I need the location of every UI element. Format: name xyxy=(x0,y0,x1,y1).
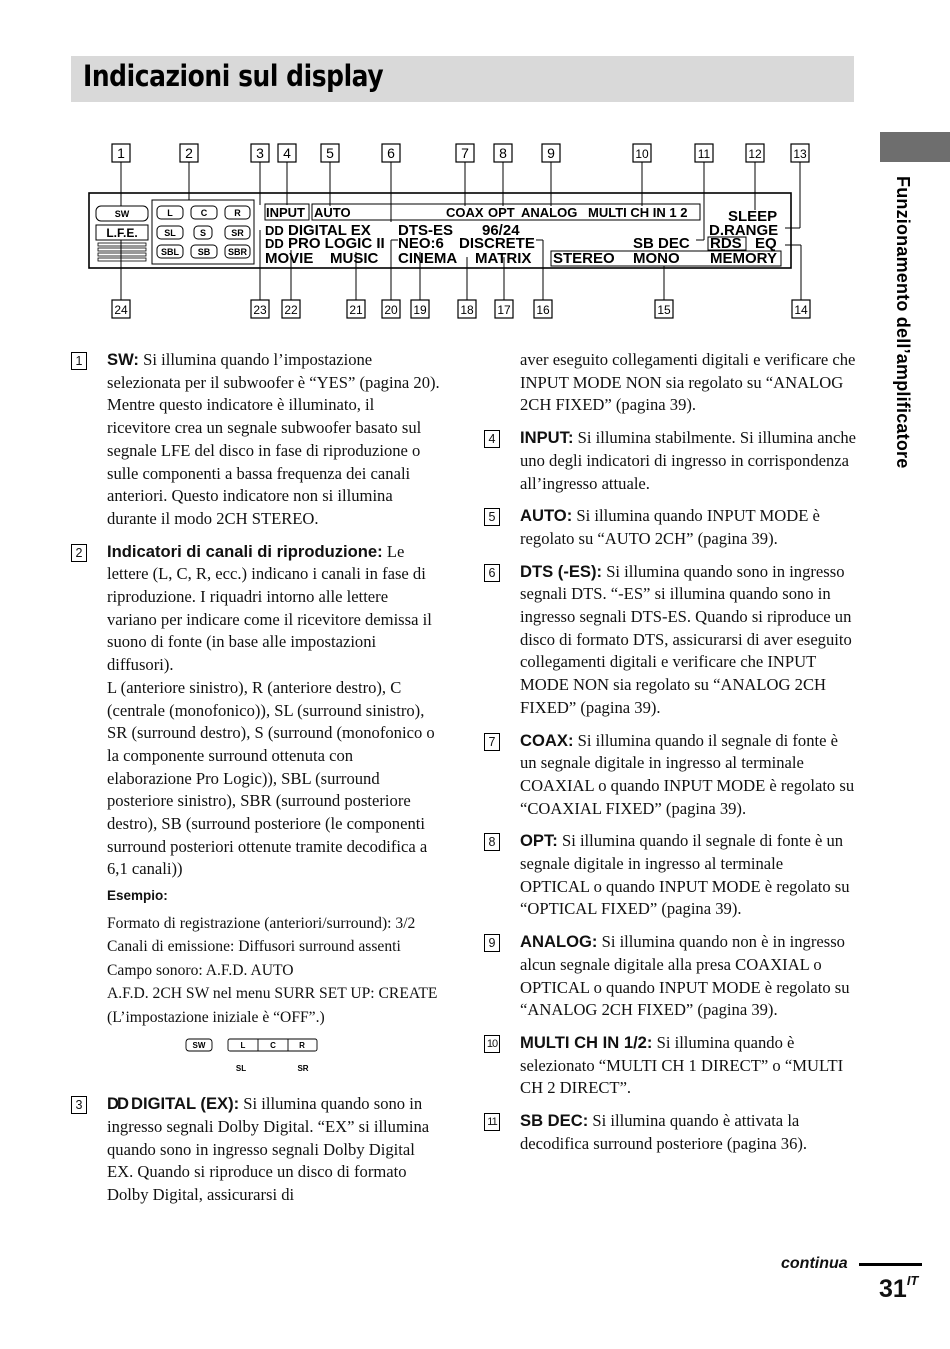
ind-digital: DIGITAL EX xyxy=(288,222,371,239)
ind-sbdec: SB DEC xyxy=(633,235,690,252)
ind-memory: MEMORY xyxy=(710,250,777,267)
ind-mono: MONO xyxy=(633,250,680,267)
ind-movie: MOVIE xyxy=(265,250,314,267)
example-line: A.F.D. 2CH SW nel menu SURR SET UP: CREATE xyxy=(107,985,438,1003)
callout-number: 14 xyxy=(794,303,808,317)
display-row4 xyxy=(265,250,777,267)
page-number: $31^{IT}$ xyxy=(879,1273,919,1303)
channel-labels xyxy=(161,208,247,257)
ind-cinema: CINEMA xyxy=(398,250,458,267)
callout-number: 5 xyxy=(326,145,334,161)
ind-auto: AUTO xyxy=(314,205,351,220)
callout-number: 22 xyxy=(284,303,298,317)
item-text: Le lettere (L, C, R, ecc.) indicano i canali in fase di riproduzione. I riquadri intorno alle lettere variano per indicare come il ricevitore demissa il suono di fonte (in base alle impostazioni diffusori). xyxy=(107,541,432,675)
right-column xyxy=(484,349,856,1166)
callout-number: 21 xyxy=(349,303,363,317)
mini-sr: SR xyxy=(297,1064,309,1074)
lfe-label: L.F.E. xyxy=(106,226,138,240)
callout-number: 9 xyxy=(547,145,555,161)
mini-sl: SL xyxy=(235,1064,247,1074)
item-10: 10 MULTI CH IN 1/2: Si illumina quando è selezionato “MULTI CH 1 DIRECT” o “MULTI CH 2 DIRECT”. xyxy=(484,1032,856,1100)
item-1 xyxy=(71,349,441,531)
item-text: Si illumina quando l’impostazione selezionata per il subwoofer è “YES” (pagina 20). Mentre questo indicatore è illuminato, il ricevitore crea un segnale subwoofer basato sul segnale LFE del disco in fase di riproduzione o sulle componenti a bassa frequenza dei canali anteriori. Questo indicatore non si illumina durante il modo 2CH STEREO. xyxy=(107,350,440,528)
callout-number: 12 xyxy=(748,147,762,161)
callout-number: 24 xyxy=(114,303,128,317)
level-meter xyxy=(98,243,146,261)
callout-number: 2 xyxy=(185,145,193,161)
display-diagram xyxy=(0,0,950,330)
callout-number: 8 xyxy=(499,145,507,161)
ind-discrete: DISCRETE xyxy=(459,235,535,252)
item-term: DIGITAL (EX): xyxy=(130,1094,240,1114)
example-line: Campo sonoro: A.F.D. AUTO xyxy=(107,961,294,979)
item-8: 8 OPT: Si illumina quando il segnale di fonte è un segnale digitale in ingresso al terminale OPTICAL o quando INPUT MODE è regolato su “OPTICAL FIXED” (pagina 39). xyxy=(484,830,856,921)
item-2 xyxy=(71,541,441,882)
ind-stereo: STEREO xyxy=(553,250,615,267)
ind-multi: MULTI CH IN 1 2 xyxy=(588,205,688,220)
item-3 xyxy=(71,1093,441,1207)
channel-label: SBL xyxy=(161,247,179,257)
channel-label: L xyxy=(167,208,173,218)
channel-label: C xyxy=(200,208,208,218)
language-code: IT xyxy=(906,1273,919,1288)
channel-label: SB xyxy=(197,247,211,257)
channel-label: R xyxy=(234,208,241,218)
channel-label: SBR xyxy=(227,247,248,257)
example-channels xyxy=(107,1033,441,1079)
ind-coax: COAX xyxy=(446,205,484,220)
callout-number: 17 xyxy=(497,303,511,317)
callouts-top xyxy=(112,144,809,162)
callout-number: 23 xyxy=(253,303,267,317)
ind-neo: NEO:6 xyxy=(398,235,444,252)
example-line: Canali di emissione: Diffusori surround assenti xyxy=(107,938,401,956)
ind-dd2: DD xyxy=(265,236,284,251)
item-number: 2 xyxy=(71,544,87,562)
continue-label: continua xyxy=(781,1255,848,1272)
callout-number: 18 xyxy=(460,303,474,317)
ind-drange: D.RANGE xyxy=(709,222,779,239)
mini-l: L xyxy=(240,1041,246,1051)
ind-dd1: DD xyxy=(265,223,284,238)
example-line: Formato di registrazione (anteriori/surround): 3/2 xyxy=(107,914,416,932)
item-text-2: L (anteriore sinistro), R (anteriore destro), C (centrale (monofonico)), SL (surround sinistro), SR (surround destro), S (surround (monofonico o la componente surround ottenuta con elaborazione Pro Logic)), SBL (surround posteriore sinistro), SBR (surround posteriore destro), SB (surround posteriore (le componenti surround posteriori ottenute tramite decodifica a 6,1 canali)) xyxy=(107,677,435,879)
item-number: 1 xyxy=(71,352,87,370)
callout-number: 7 xyxy=(461,145,469,161)
callout-number: 11 xyxy=(697,147,711,161)
item-11: 11 SB DEC: Si illumina quando è attivata la decodifica surround posteriore (pagina 36). xyxy=(484,1110,856,1155)
item-9: 9 ANALOG: Si illumina quando non è in ingresso alcun segnale digitale alla presa COAXIAL o OPTICAL o quando INPUT MODE è regolato su “ANALOG 2CH FIXED” (pagina 39). xyxy=(484,931,856,1022)
callout-number: 1 xyxy=(117,145,125,161)
ind-opt: OPT xyxy=(488,205,515,220)
callout-number: 3 xyxy=(256,145,264,161)
callout-number: 16 xyxy=(536,303,550,317)
callout-number: 10 xyxy=(635,147,649,161)
mini-c: C xyxy=(270,1041,276,1051)
ind-prologic: PRO LOGIC II xyxy=(288,235,385,252)
callout-number: 15 xyxy=(657,303,671,317)
example-line: (L’impostazione iniziale è “OFF”.) xyxy=(107,1008,325,1026)
ind-sleep: SLEEP xyxy=(728,208,778,225)
ind-analog: ANALOG xyxy=(521,205,578,220)
item-3-continued: aver eseguito collegamenti digitali e verificare che INPUT MODE NON sia regolato su “ANALOG 2CH FIXED” (pagina 39). xyxy=(520,350,856,415)
dolby-icon: DD xyxy=(107,1094,127,1114)
ind-rate: 96/24 xyxy=(482,222,520,239)
page-title: Indicazioni sul display xyxy=(83,59,384,93)
item-number: 3 xyxy=(71,1096,87,1114)
sw-label: SW xyxy=(114,209,130,219)
callout-number: 19 xyxy=(413,303,427,317)
ind-input: INPUT xyxy=(266,205,305,220)
left-column xyxy=(71,349,441,1217)
mini-sw: SW xyxy=(192,1041,206,1051)
item-term: SW: xyxy=(107,350,139,369)
item-7: 7 COAX: Si illumina quando il segnale di fonte è un segnale digitale in ingresso al terminale COAXIAL o quando INPUT MODE è regolato su “COAXIAL FIXED” (pagina 39). xyxy=(484,730,856,821)
channel-label: SL xyxy=(164,228,176,238)
callout-number: 20 xyxy=(384,303,398,317)
continue-line xyxy=(859,1263,922,1266)
channel-label: S xyxy=(199,228,207,238)
callout-number: 6 xyxy=(387,145,395,161)
leader-lines xyxy=(121,162,801,300)
ind-eq: EQ xyxy=(755,235,777,252)
ind-matrix: MATRIX xyxy=(475,250,532,267)
item-4: 4 INPUT: Si illumina stabilmente. Si illumina anche uno degli indicatori di ingresso in corrispondenza all’ingresso attuale. xyxy=(484,427,856,495)
item-6: 6 DTS (-ES): Si illumina quando sono in ingresso segnali DTS. “-ES” si illumina quando sono in ingresso segnali DTS-ES. Quando si riproduce un disco di formato DTS, assicurarsi di aver eseguito collegamenti digitali e verificare che INPUT MODE NON sia regolato su “ANALOG 2CH FIXED” (pagina 39). xyxy=(484,561,856,720)
mini-r: R xyxy=(299,1041,305,1051)
callout-number: 4 xyxy=(283,145,291,161)
ind-dts: DTS-ES xyxy=(398,222,454,239)
channel-label: SR xyxy=(231,228,244,238)
ind-music: MUSIC xyxy=(330,250,379,267)
section-label: Funzionamento dell’amplificatore xyxy=(893,176,913,469)
item-5: 5 AUTO: Si illumina quando INPUT MODE è regolato su “AUTO 2CH” (pagina 39). xyxy=(484,505,856,550)
callout-number: 13 xyxy=(793,147,807,161)
item-term: Indicatori di canali di riproduzione: xyxy=(107,541,383,561)
ind-rds: RDS xyxy=(710,235,742,252)
item-text: Si illumina quando sono in ingresso segnali Dolby Digital. “EX” si illumina quando sono in ingresso segnali Dolby Digital EX. Quando si riproduce un disco di formato Dolby Digital, assicurarsi di xyxy=(107,1094,430,1205)
example-title: Esempio: xyxy=(107,888,168,904)
callouts-bottom xyxy=(112,300,810,318)
